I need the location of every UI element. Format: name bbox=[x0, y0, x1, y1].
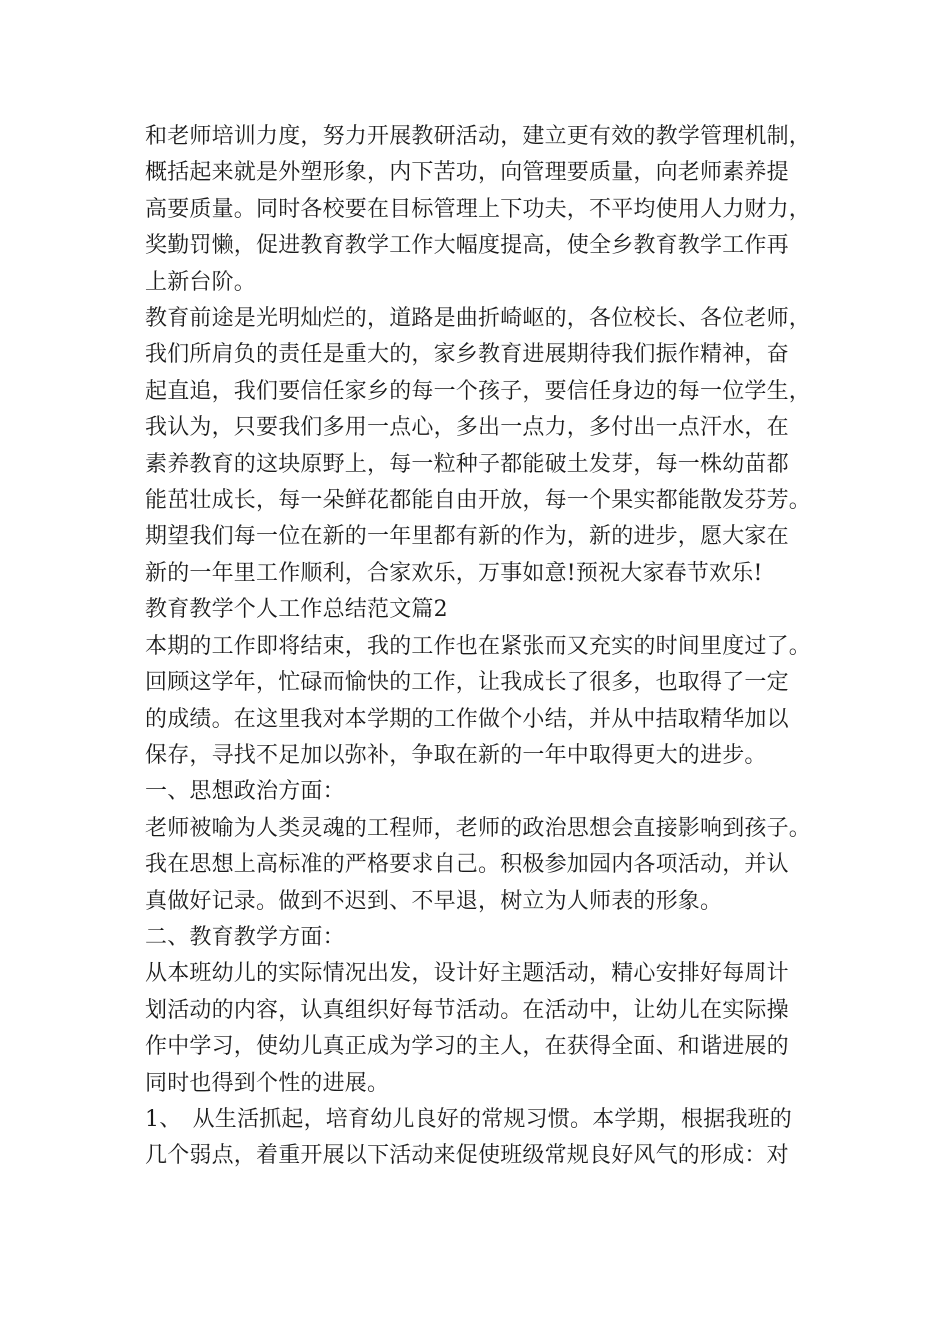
text-line: 我认为，只要我们多用一点心，多出一点力，多付出一点汗水，在 bbox=[145, 415, 789, 441]
text-line: 本期的工作即将结束，我的工作也在紧张而又充实的时间里度过了。 bbox=[145, 633, 812, 659]
text-line: 我在思想上高标准的严格要求自己。积极参加园内各项活动，并认 bbox=[145, 852, 789, 878]
text-line: 作中学习，使幼儿真正成为学习的主人，在获得全面、和谐进展的 bbox=[145, 1034, 789, 1060]
text-line: 奖勤罚懒，促进教育教学工作大幅度提高，使全乡教育教学工作再 bbox=[145, 233, 789, 259]
text-line: 素养教育的这块原野上，每一粒种子都能破土发芽，每一株幼苗都 bbox=[145, 451, 789, 477]
text-line: 能茁壮成长，每一朵鲜花都能自由开放，每一个果实都能散发芬芳。 bbox=[145, 488, 812, 514]
text-line: 同时也得到个性的进展。 bbox=[145, 1070, 390, 1096]
text-line: 保存，寻找不足加以弥补，争取在新的一年中取得更大的进步。 bbox=[145, 742, 767, 768]
text-line: 上新台阶。 bbox=[145, 269, 257, 295]
text-line: 的成绩。在这里我对本学期的工作做个小结，并从中拮取精华加以 bbox=[145, 706, 789, 732]
list-item: 1、 从生活抓起，培育幼儿良好的常规习惯。本学期，根据我班的 bbox=[145, 1106, 792, 1132]
subsection-heading: 一、思想政治方面： bbox=[145, 779, 345, 805]
text-line: 和老师培训力度，努力开展教研活动，建立更有效的教学管理机制， bbox=[145, 124, 812, 149]
text-line: 回顾这学年，忙碌而愉快的工作，让我成长了很多，也取得了一定 bbox=[145, 670, 789, 696]
text-line: 老师被喻为人类灵魂的工程师，老师的政治思想会直接影响到孩子。 bbox=[145, 815, 812, 841]
text-line: 划活动的内容，认真组织好每节活动。在活动中，让幼儿在实际操 bbox=[145, 997, 789, 1023]
document-body bbox=[145, 119, 825, 1175]
text-line: 起直追，我们要信任家乡的每一个孩子，要信任身边的每一位学生， bbox=[145, 378, 812, 404]
text-line: 从本班幼儿的实际情况出发，设计好主题活动，精心安排好每周计 bbox=[145, 961, 789, 987]
subsection-heading: 二、教育教学方面： bbox=[145, 924, 345, 950]
text-line: 几个弱点，着重开展以下活动来促使班级常规良好风气的形成：对 bbox=[145, 1143, 789, 1169]
text-line: 概括起来就是外塑形象，内下苦功，向管理要质量，向老师素养提 bbox=[145, 160, 789, 186]
text-line: 教育前途是光明灿烂的，道路是曲折崎岖的，各位校长、各位老师， bbox=[145, 306, 812, 332]
text-line: 真做好记录。做到不迟到、不早退，树立为人师表的形象。 bbox=[145, 888, 723, 914]
section-title: 教育教学个人工作总结范文篇2 bbox=[145, 597, 448, 623]
text-line: 新的一年里工作顺利，合家欢乐，万事如意!预祝大家春节欢乐! bbox=[145, 560, 763, 586]
text-line: 我们所肩负的责任是重大的，家乡教育进展期待我们振作精神，奋 bbox=[145, 342, 789, 368]
text-line: 高要质量。同时各校要在目标管理上下功夫，不平均使用人力财力， bbox=[145, 196, 812, 222]
text-line: 期望我们每一位在新的一年里都有新的作为，新的进步，愿大家在 bbox=[145, 524, 789, 550]
